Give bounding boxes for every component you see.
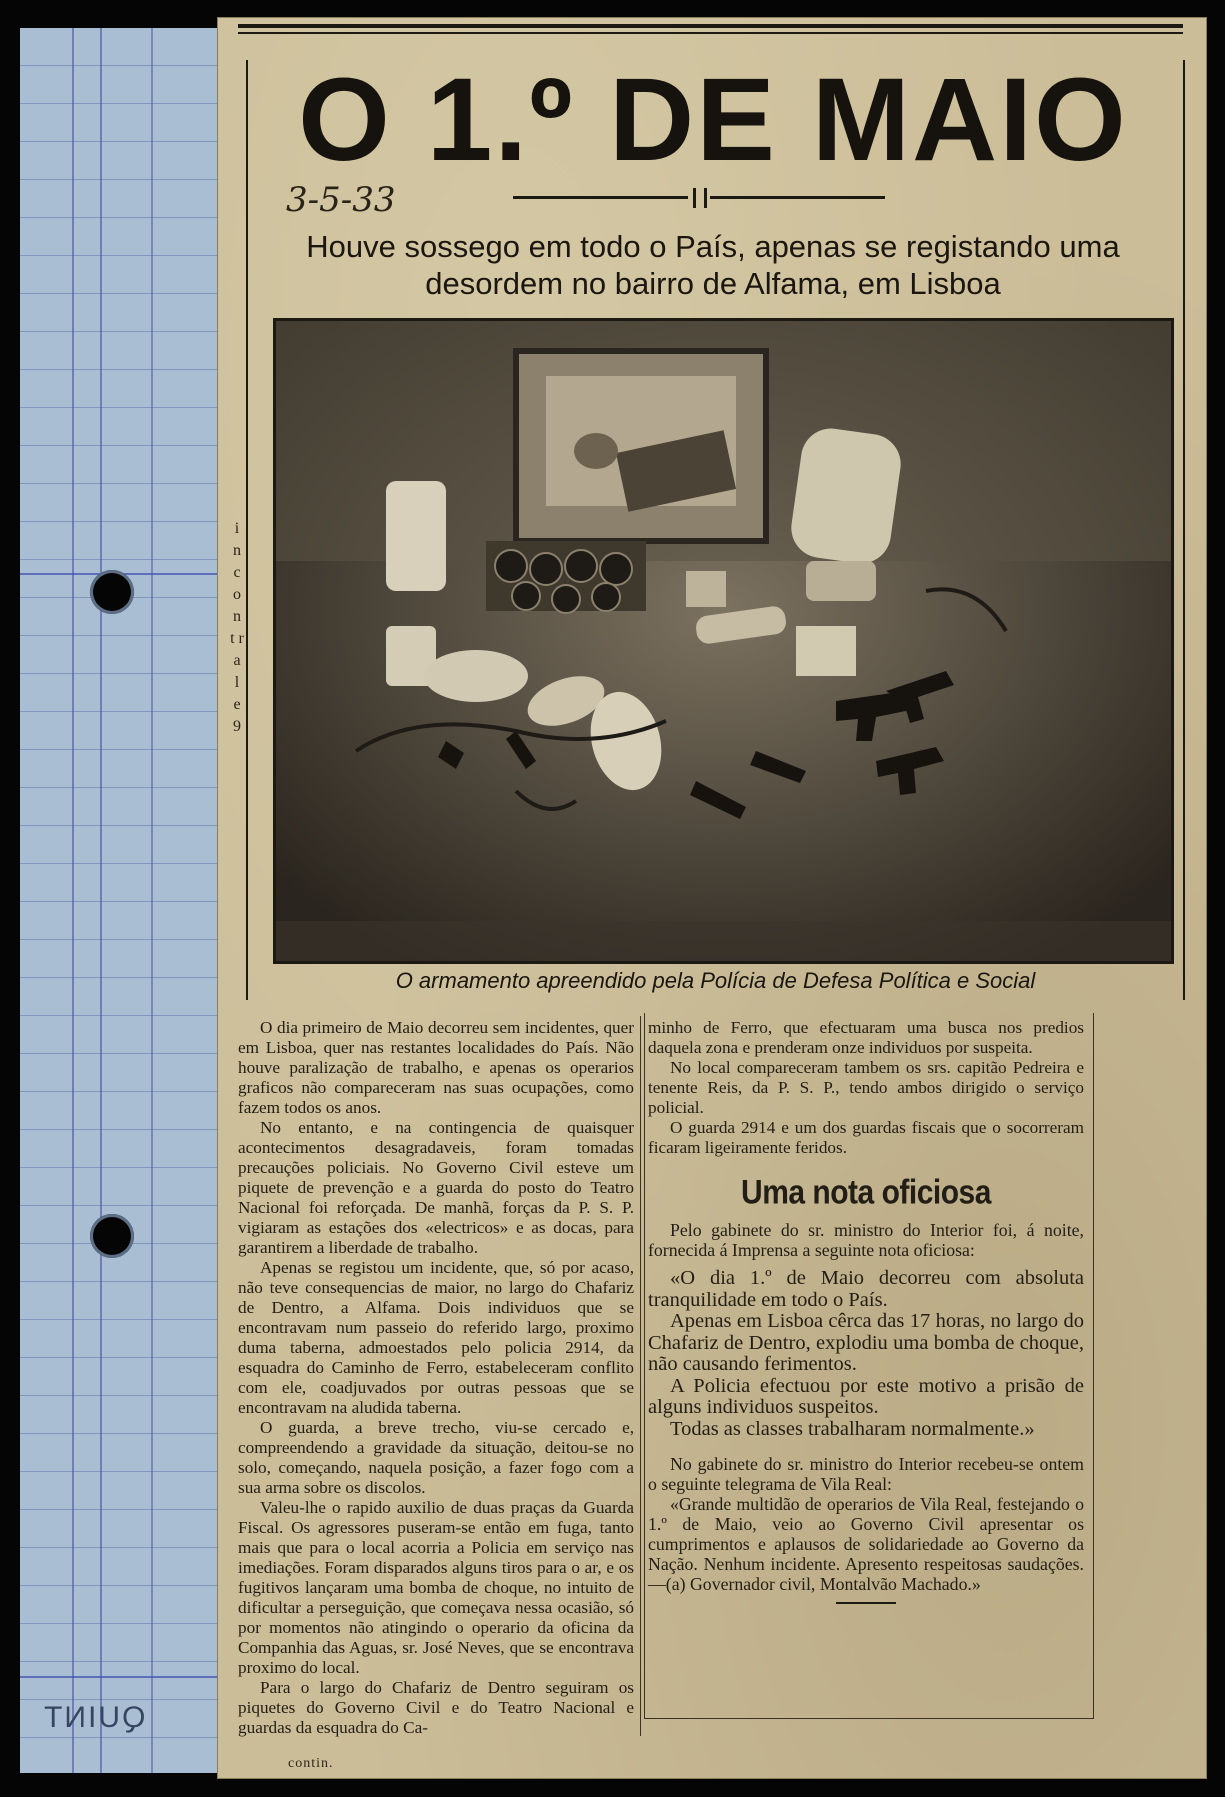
- paragraph: Todas as classes trabalharam normalmente.»: [670, 1417, 1035, 1440]
- paragraph: «Grande multidão de operarios de Vila Real, festejando o 1.º de Maio, veio ao Governo Civil apresentar os cumprimentos e aplausos de solidariedade ao Governo da Nação. Nenhum incidente. Apresento respeitosas saudações.—(a) Governador civil, Montalvão Machado.»: [648, 1494, 1084, 1594]
- punch-hole: [90, 1214, 134, 1258]
- binder-strip: [20, 28, 221, 1773]
- top-rule: [238, 24, 1183, 28]
- column-2-continuation: [648, 1018, 1084, 1158]
- paragraph: Para o largo do Chafariz de Dentro seguiram os piquetes do Governo Civil e do Teatro Nacional e guardas da esquadra do Ca-: [238, 1678, 634, 1737]
- footer-fragment: contin.: [288, 1756, 334, 1771]
- paragraph: Pelo gabinete do sr. ministro do Interior foi, á noite, fornecida á Imprensa a seguinte nota oficiosa:: [648, 1220, 1084, 1260]
- paragraph: O dia primeiro de Maio decorreu sem incidentes, quer em Lisboa, quer nas restantes localidades do País. Não houve paralização de trabalho, e apenas os operarios graficos não compareceram nas suas ocupações, como fazem todos os anos.: [238, 1018, 634, 1117]
- paragraph: Valeu-lhe o rapido auxilio de duas praças da Guarda Fiscal. Os agressores puseram-se então em fuga, tanto mais que para o local acorria a Policia em serviço nas imediações. Foram disparados alguns tiros para o ar, e os fugitivos lançaram uma bomba de choque, no intuito de dificultar a perseguição, que começava nessa ocasião, só por momentos não atingindo o operario da oficina da Companhia das Aguas, sr. José Neves, que se encontrava proximo do local.: [238, 1498, 634, 1677]
- ornament-rule: [513, 196, 688, 199]
- top-rule: [238, 32, 1183, 34]
- binder-label: QUINT: [42, 1701, 146, 1734]
- paragraph: No gabinete do sr. ministro do Interior recebeu-se ontem o seguinte telegrama de Vila Real:: [648, 1454, 1084, 1494]
- subhead-line: Houve sossego em todo o País, apenas se registando uma: [306, 229, 1120, 264]
- margin-marks: i n c o n t r a l e 9: [230, 520, 244, 735]
- ornament-center: [693, 188, 707, 208]
- seized-weapons-photo: [273, 318, 1174, 964]
- subhead-line: desordem no bairro de Alfama, em Lisboa: [425, 266, 1001, 301]
- handwritten-date: 3-5-33: [286, 180, 396, 220]
- paragraph: A Policia efectuou por este motivo a prisão de alguns individuos suspeitos.: [648, 1374, 1084, 1418]
- paragraph: No local compareceram tambem os srs. capitão Pedreira e tenente Reis, da P. S. P., tendo ambos dirigido o serviço policial.: [648, 1058, 1084, 1117]
- photo-caption: O armamento apreendido pela Polícia de Defesa Política e Social: [395, 968, 1036, 993]
- paragraph: Apenas se registou um incidente, que, só por acaso, não teve consequencias de maior, no largo do Chafariz de Dentro, a Alfama. Dois individuos que se encontravam num passeio do referido largo, proximo duma taberna, admoestados pelo policia 2914, da esquadra do Caminho de Ferro, estabeleceram conflito com ele, coadjuvados por outras pessoas que se encontravam na aludida taberna.: [238, 1258, 634, 1417]
- article-column-2: [648, 1018, 1084, 1612]
- punch-hole: [90, 570, 134, 614]
- headline: O 1.º DE MAIO: [298, 54, 1128, 186]
- paragraph: No entanto, e na contingencia de quaisquer acontecimentos desagradaveis, foram tomadas precauções policiais. No Governo Civil esteve um piquete de prevenção e a guarda do posto do Teatro Nacional foi reforçada. De manhã, forças da P. S. P. vigiaram as estações dos «electricos» e as docas, para garantirem a liberdade de trabalho.: [238, 1118, 634, 1257]
- article-column-1: [238, 1018, 634, 1738]
- newspaper-clipping: [218, 18, 1206, 1778]
- binder-divider: [20, 1676, 220, 1678]
- nota-oficiosa-title: Uma nota oficiosa: [741, 1173, 991, 1212]
- subheadline: [248, 228, 1178, 302]
- paragraph: O guarda, a breve trecho, viu-se cercado e, compreendendo a gravidade da situação, deitou-se no solo, começando, naquela posição, a fazer fogo com a sua arma sobre os discolos.: [238, 1418, 634, 1497]
- paragraph: minho de Ferro, que efectuaram uma busca nos predios daquela zona e prenderam onze individuos por suspeita.: [648, 1018, 1084, 1057]
- column-rule: [640, 1016, 641, 1736]
- telegram: [648, 1454, 1084, 1594]
- paragraph: «O dia 1.º de Maio decorreu com absoluta tranquilidade em todo o País.: [648, 1267, 1084, 1311]
- paragraph: Apenas em Lisboa cêrca das 17 horas, no largo do Chafariz de Dentro, explodiu uma bomba de choque, não causando ferimentos.: [648, 1310, 1084, 1375]
- ornament-rule: [710, 196, 885, 199]
- paragraph: O guarda 2914 e um dos guardas fiscais que o socorreram ficaram ligeiramente feridos.: [648, 1118, 1084, 1157]
- end-rule: [836, 1602, 896, 1604]
- photo-illustration: [276, 321, 1171, 961]
- nota-quote: [648, 1268, 1084, 1440]
- nota-intro: [648, 1220, 1084, 1260]
